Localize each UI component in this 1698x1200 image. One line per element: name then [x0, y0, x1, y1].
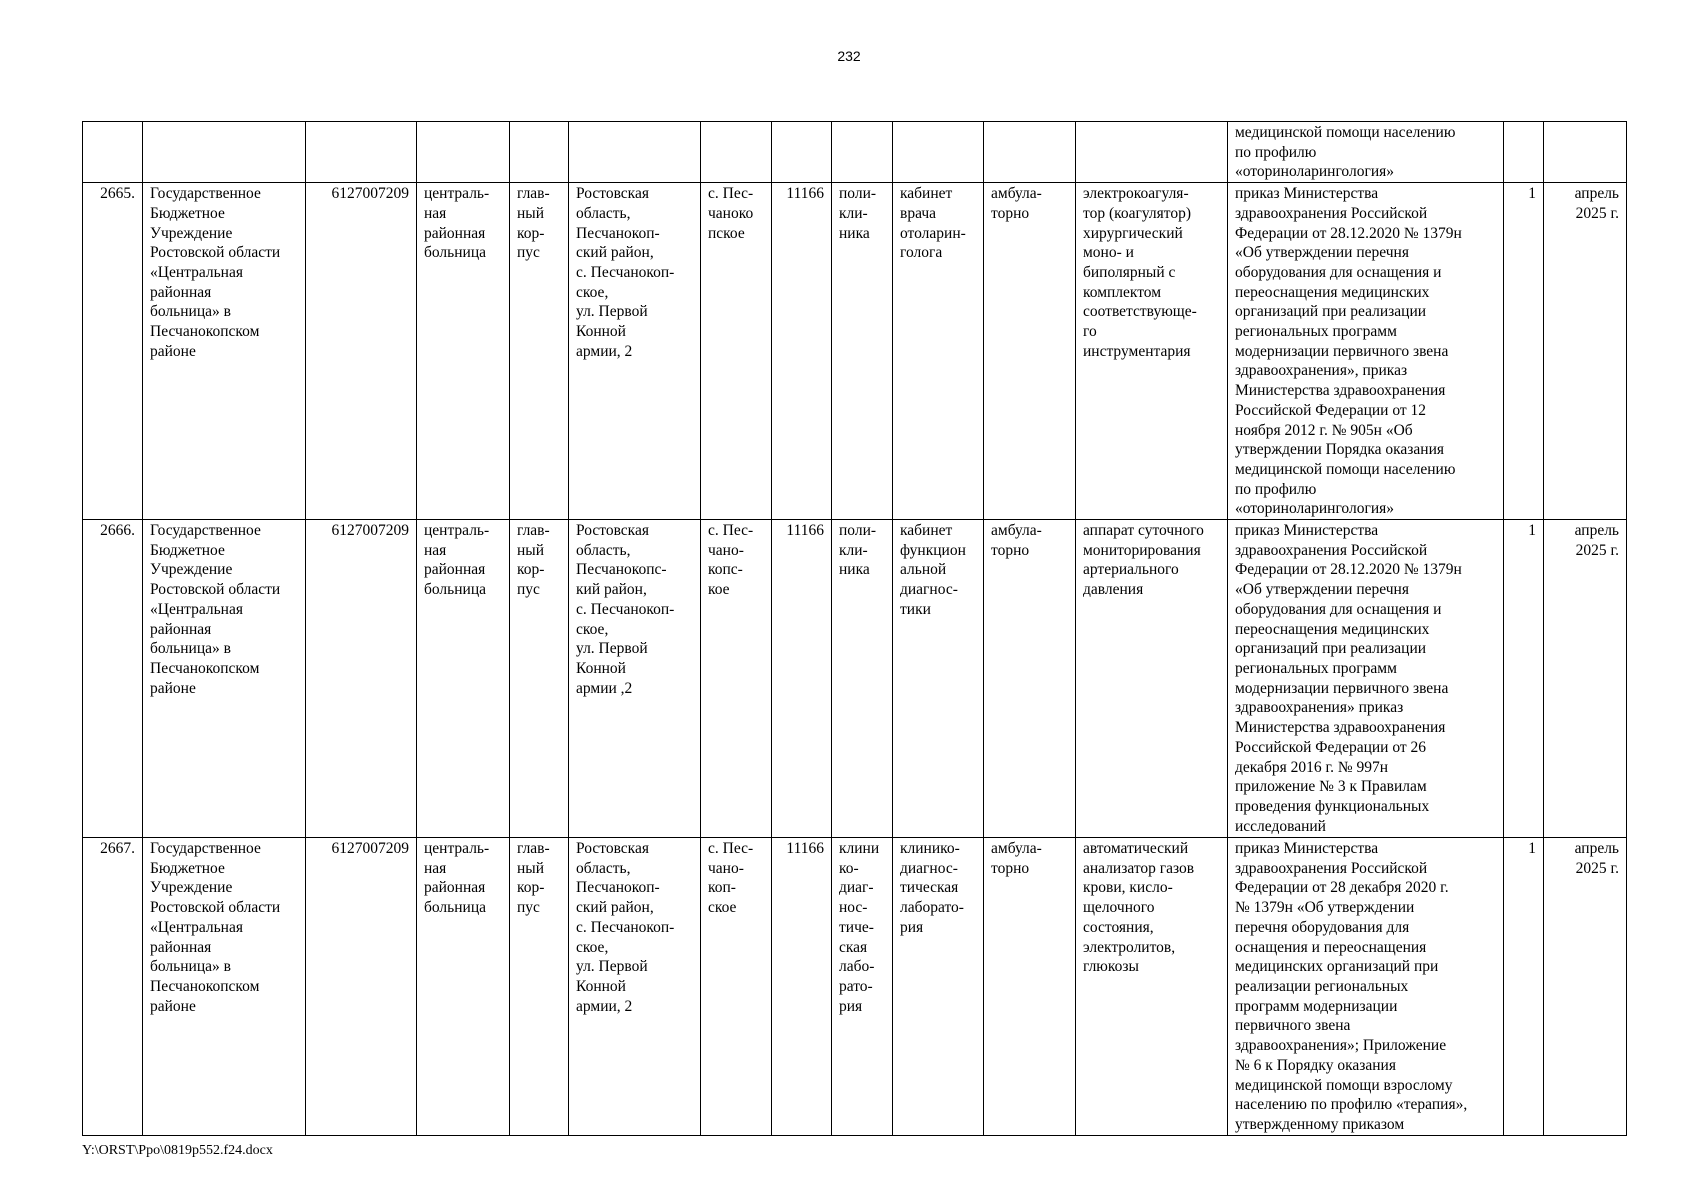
cell-line: ул. Первой [576, 640, 648, 658]
cell-line: Государственное [150, 840, 261, 858]
cell-line: районная [424, 561, 486, 579]
cell-line: больница» в [150, 958, 231, 976]
cell-line: ноября 2012 г. № 905н «Об [1235, 421, 1413, 439]
cell-line: область, [576, 204, 631, 222]
locality-cell [701, 838, 772, 1136]
cell-line: «Центральная [150, 600, 243, 618]
cell-line: оснащения и переоснащения [1235, 938, 1427, 956]
address-cell [569, 838, 701, 1136]
cell-line: апрель [1574, 185, 1619, 203]
cell-line: организаций при реализации [1235, 303, 1427, 321]
page-number: 232 [837, 48, 861, 64]
cell-line: Учреждение [150, 561, 233, 579]
quantity-cell: 1 [1504, 520, 1544, 838]
cell-line: поли- [839, 522, 877, 540]
cell-line: чано- [708, 541, 744, 559]
cell-line: Ростовская [576, 185, 649, 203]
cell-line: приказ Министерства [1235, 522, 1379, 540]
cell-line: программ модернизации [1235, 997, 1398, 1015]
cell-line: Ростовской области [150, 899, 281, 917]
cell-line: централь- [424, 522, 490, 540]
cell-line: ский район, [576, 244, 654, 262]
cell-line: рато- [839, 977, 873, 995]
cell-line: соответствующе- [1083, 303, 1197, 321]
cell-line: ный [517, 541, 545, 559]
cell-line: Песчанокопском [150, 659, 260, 677]
cell-line: с. Пес- [708, 840, 754, 858]
cell-line: с. Песчанокоп- [576, 918, 675, 936]
cell-line: ная [424, 204, 447, 222]
cell-line: пус [517, 899, 540, 917]
cell-line: больница [424, 581, 486, 599]
cell-line: рия [839, 997, 863, 1015]
table-row-continuation [83, 122, 1627, 183]
cell-line: больница [424, 244, 486, 262]
cell-line: ское [708, 899, 737, 917]
cell-line: амбула- [991, 185, 1042, 203]
cell-line: ское, [576, 283, 609, 301]
cell-line: давления [1083, 581, 1144, 599]
cell-line: чаноко [708, 204, 754, 222]
date-cell [1544, 838, 1627, 1136]
cell-line: диаг- [839, 879, 874, 897]
code-cell: 11166 [772, 520, 832, 838]
cell-line: Государственное [150, 185, 261, 203]
cell-line: область, [576, 541, 631, 559]
inn-cell: 6127007209 [306, 520, 417, 838]
cell-line: ника [839, 561, 870, 579]
cell-line: больница» в [150, 640, 231, 658]
cell-line: отоларин- [900, 224, 966, 242]
cell-line: пус [517, 244, 540, 262]
org-type-cell [417, 520, 510, 838]
cell-line: «Об утверждении перечня [1235, 581, 1409, 599]
cell-line: тор (коагулятор) [1083, 204, 1192, 222]
cell-line: кабинет [900, 185, 953, 203]
cell-line: реализации региональных [1235, 977, 1409, 995]
cell-line: «Центральная [150, 263, 243, 281]
cell-line: лабо- [839, 958, 875, 976]
cell-line: Песчанокопс- [576, 561, 667, 579]
cell-line: региональных программ [1235, 659, 1397, 677]
cell-line: ул. Первой [576, 303, 648, 321]
cell-line: хирургический [1083, 224, 1183, 242]
locality-cell [701, 520, 772, 838]
unit-cell [832, 183, 893, 520]
row-number: 2665. [83, 183, 143, 520]
cell-line: Учреждение [150, 879, 233, 897]
cell-line: кор- [517, 879, 545, 897]
cell-line: армии, 2 [576, 997, 633, 1015]
cell-line: анализатор газов [1083, 859, 1195, 877]
cell-line: тиче- [839, 918, 874, 936]
cell-line: амбула- [991, 840, 1042, 858]
cell-line: № 1379н «Об утверждении [1235, 899, 1415, 917]
cell-line: Федерации от 28 декабря 2020 г. [1235, 879, 1449, 897]
cell-line: Ростовская [576, 522, 649, 540]
cell-line: кое [708, 581, 730, 599]
row-number: 2666. [83, 520, 143, 838]
cell-line: щелочного [1083, 899, 1155, 917]
cell-line: ское, [576, 938, 609, 956]
cell-line: глюкозы [1083, 958, 1139, 976]
cell-line: здравоохранения»; Приложение [1235, 1037, 1447, 1055]
cell-line: электролитов, [1083, 938, 1176, 956]
cell-line: 2025 г. [1575, 541, 1619, 559]
room-cell [893, 183, 984, 520]
cell-line: районная [150, 620, 212, 638]
cell-line: коп- [708, 879, 736, 897]
cell-line: Ростовская [576, 840, 649, 858]
cell-line: пское [708, 224, 745, 242]
cell-line: районная [424, 224, 486, 242]
cell-line: проведения функциональных [1235, 797, 1430, 815]
cell-line: торно [991, 859, 1030, 877]
cell-line: инструментария [1083, 342, 1191, 360]
cell-line: рия [900, 918, 924, 936]
cell-line: централь- [424, 840, 490, 858]
cell-line: утвержденному приказом [1235, 1115, 1405, 1133]
room-cell [893, 838, 984, 1136]
cell-line: «оториноларингология» [1235, 500, 1394, 518]
cell-line: медицинской помощи населению [1235, 124, 1456, 141]
row-number: 2667. [83, 838, 143, 1136]
cell-line: утверждении Порядка оказания [1235, 441, 1445, 459]
cell-line: кли- [839, 204, 868, 222]
cell-line: ная [424, 859, 447, 877]
cell-line: приложение № 3 к Правилам [1235, 778, 1427, 796]
cell-line: торно [991, 204, 1030, 222]
cell-line: здравоохранения Российской [1235, 859, 1428, 877]
cell-line: Песчанокоп- [576, 879, 660, 897]
room-cell [893, 520, 984, 838]
cell-line: глав- [517, 840, 550, 858]
cell-line: голога [900, 244, 943, 262]
code-cell: 11166 [772, 838, 832, 1136]
cell-line: го [1083, 323, 1097, 341]
cell-line: армии ,2 [576, 679, 633, 697]
cell-line: клини [839, 840, 880, 858]
address-cell [569, 520, 701, 838]
cell-line: комплектом [1083, 283, 1162, 301]
cell-line: переоснащения медицинских [1235, 283, 1430, 301]
cell-line: глав- [517, 522, 550, 540]
cell-line: нос- [839, 899, 868, 917]
cell-line: районная [150, 283, 212, 301]
cell-line: Песчанокопском [150, 323, 260, 341]
basis-cell [1228, 122, 1504, 183]
cell-line: апрель [1574, 840, 1619, 858]
cell-line: моно- и [1083, 244, 1134, 262]
cell-line: электрокоагуля- [1083, 185, 1189, 203]
cell-line: приказ Министерства [1235, 185, 1379, 203]
building-cell [510, 838, 569, 1136]
cell-line: Министерства здравоохранения [1235, 719, 1446, 737]
cell-line: ный [517, 859, 545, 877]
cell-line: здравоохранения Российской [1235, 541, 1428, 559]
basis-cell [1228, 838, 1504, 1136]
cell-line: централь- [424, 185, 490, 203]
cell-line: районе [150, 997, 196, 1015]
organization-cell [143, 838, 306, 1136]
cell-line: диагнос- [900, 859, 958, 877]
cell-line: здравоохранения», приказ [1235, 362, 1408, 380]
cell-line: декабря 2016 г. № 997н [1235, 758, 1389, 776]
cell-line: торно [991, 541, 1030, 559]
cell-line: здравоохранения» приказ [1235, 699, 1404, 717]
cell-line: районная [424, 879, 486, 897]
cell-line: чано- [708, 859, 744, 877]
cell-line: Министерства здравоохранения [1235, 382, 1446, 400]
cell-line: Ростовской области [150, 581, 281, 599]
footer-file-path: Y:\ORST\Ppo\0819p552.f24.docx [82, 1143, 273, 1158]
cell-line: альной [900, 561, 947, 579]
cell-line: ный [517, 204, 545, 222]
cell-line: модернизации первичного звена [1235, 679, 1449, 697]
date-cell [1544, 520, 1627, 838]
cell-line: тическая [900, 879, 959, 897]
cell-line: кор- [517, 561, 545, 579]
cell-line: Бюджетное [150, 859, 225, 877]
cell-line: первичного звена [1235, 1017, 1351, 1035]
building-cell [510, 183, 569, 520]
organization-cell [143, 183, 306, 520]
cell-line: апрель [1574, 522, 1619, 540]
cell-line: организаций при реализации [1235, 640, 1427, 658]
cell-line: аппарат суточного [1083, 522, 1204, 540]
cell-line: перечня оборудования для [1235, 918, 1410, 936]
cell-line: с. Пес- [708, 185, 754, 203]
cell-line: ника [839, 224, 870, 242]
cell-line: ское, [576, 620, 609, 638]
basis-cell [1228, 520, 1504, 838]
building-cell [510, 520, 569, 838]
cell-line: область, [576, 859, 631, 877]
table-row [83, 183, 1627, 520]
mode-cell [984, 838, 1076, 1136]
cell-line: кабинет [900, 522, 953, 540]
cell-line: пус [517, 581, 540, 599]
cell-line: функцион [900, 541, 966, 559]
inn-cell: 6127007209 [306, 183, 417, 520]
cell-line: № 6 к Порядку оказания [1235, 1056, 1396, 1074]
cell-line: больница» в [150, 303, 231, 321]
quantity-cell: 1 [1504, 183, 1544, 520]
cell-line: районе [150, 342, 196, 360]
cell-line: диагнос- [900, 581, 958, 599]
cell-line: приказ Министерства [1235, 840, 1379, 858]
cell-line: глав- [517, 185, 550, 203]
cell-line: врача [900, 204, 937, 222]
cell-line: медицинской помощи населению [1235, 460, 1456, 478]
cell-line: оборудования для оснащения и [1235, 263, 1442, 281]
cell-line: артериального [1083, 561, 1179, 579]
mode-cell [984, 520, 1076, 838]
cell-line: 2025 г. [1575, 204, 1619, 222]
cell-line: Бюджетное [150, 541, 225, 559]
cell-line: кий район, [576, 581, 647, 599]
table-row [83, 838, 1627, 1136]
cell-line: районе [150, 679, 196, 697]
equipment-table [82, 121, 1627, 1136]
cell-line: автоматический [1083, 840, 1189, 858]
cell-line: Конной [576, 659, 626, 677]
cell-line: Конной [576, 977, 626, 995]
cell-line: Ростовской области [150, 244, 281, 262]
unit-cell [832, 838, 893, 1136]
cell-line: поли- [839, 185, 877, 203]
cell-line: амбула- [991, 522, 1042, 540]
cell-line: оборудования для оснащения и [1235, 600, 1442, 618]
cell-line: с. Пес- [708, 522, 754, 540]
cell-line: здравоохранения Российской [1235, 204, 1428, 222]
unit-cell [832, 520, 893, 838]
cell-line: клинико- [900, 840, 960, 858]
cell-line: Конной [576, 323, 626, 341]
cell-line: Песчанокопском [150, 977, 260, 995]
cell-line: модернизации первичного звена [1235, 342, 1449, 360]
cell-line: переоснащения медицинских [1235, 620, 1430, 638]
cell-line: ко- [839, 859, 859, 877]
address-cell [569, 183, 701, 520]
cell-line: «Центральная [150, 918, 243, 936]
cell-line: ский район, [576, 899, 654, 917]
cell-line: «оториноларингология» [1235, 163, 1394, 181]
cell-line: крови, кисло- [1083, 879, 1173, 897]
quantity-cell: 1 [1504, 838, 1544, 1136]
locality-cell [701, 183, 772, 520]
mode-cell [984, 183, 1076, 520]
cell-line: ул. Первой [576, 958, 648, 976]
cell-line: по профилю [1235, 480, 1317, 498]
cell-line: больница [424, 899, 486, 917]
cell-line: Учреждение [150, 224, 233, 242]
cell-line: лаборато- [900, 899, 964, 917]
cell-line: Бюджетное [150, 204, 225, 222]
inn-cell: 6127007209 [306, 838, 417, 1136]
cell-line: ская [839, 938, 868, 956]
cell-line: Песчанокоп- [576, 224, 660, 242]
cell-line: Государственное [150, 522, 261, 540]
cell-line: исследований [1235, 817, 1326, 835]
cell-line: медицинских организаций при [1235, 958, 1439, 976]
cell-line: копс- [708, 561, 743, 579]
equipment-cell [1076, 838, 1228, 1136]
cell-line: с. Песчанокоп- [576, 600, 675, 618]
equipment-cell [1076, 520, 1228, 838]
cell-line: биполярный с [1083, 263, 1176, 281]
cell-line: Российской Федерации от 12 [1235, 401, 1427, 419]
cell-line: региональных программ [1235, 323, 1397, 341]
organization-cell [143, 520, 306, 838]
cell-line: состояния, [1083, 918, 1154, 936]
code-cell: 11166 [772, 183, 832, 520]
cell-line: тики [900, 600, 931, 618]
cell-line: кор- [517, 224, 545, 242]
cell-line: армии, 2 [576, 342, 633, 360]
basis-cell [1228, 183, 1504, 520]
org-type-cell [417, 838, 510, 1136]
cell-line: «Об утверждении перечня [1235, 244, 1409, 262]
cell-line: Российской Федерации от 26 [1235, 738, 1427, 756]
table-row [83, 520, 1627, 838]
cell-line: с. Песчанокоп- [576, 263, 675, 281]
cell-line: ная [424, 541, 447, 559]
equipment-cell [1076, 183, 1228, 520]
cell-line: населению по профилю «терапия», [1235, 1096, 1468, 1114]
date-cell [1544, 183, 1627, 520]
cell-line: 2025 г. [1575, 859, 1619, 877]
cell-line: Федерации от 28.12.2020 № 1379н [1235, 224, 1462, 242]
cell-line: мониторирования [1083, 541, 1201, 559]
org-type-cell [417, 183, 510, 520]
cell-line: по профилю [1235, 143, 1317, 161]
cell-line: районная [150, 938, 212, 956]
cell-line: медицинской помощи взрослому [1235, 1076, 1453, 1094]
cell-line: Федерации от 28.12.2020 № 1379н [1235, 561, 1462, 579]
cell-line: кли- [839, 541, 868, 559]
